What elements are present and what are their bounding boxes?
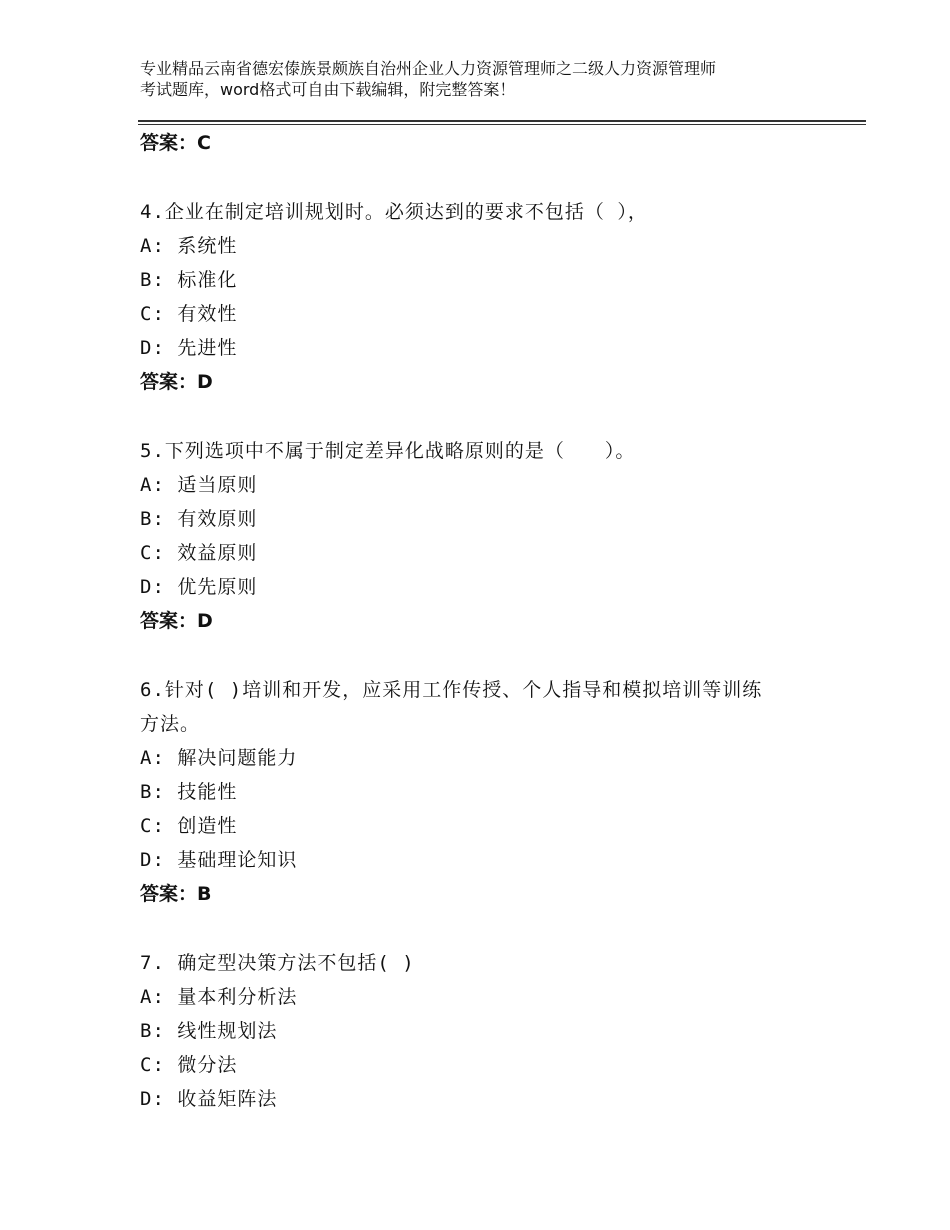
question-6-stem-line-2: 方法。 [140, 713, 201, 735]
question-5-answer: 答案：D [140, 610, 213, 632]
question-5-option-c: C: 效益原则 [140, 542, 258, 564]
question-5-option-b: B: 有效原则 [140, 508, 258, 530]
question-6-stem-line-1: 6.针对( )培训和开发，应采用工作传授、个人指导和模拟培训等训练 [140, 679, 763, 701]
question-5-stem: 5.下列选项中不属于制定差异化战略原则的是（ ）。 [140, 440, 636, 462]
question-5-option-d: D: 优先原则 [140, 576, 258, 598]
question-7-option-c: C: 微分法 [140, 1054, 238, 1076]
question-7-option-a: A: 量本利分析法 [140, 986, 298, 1008]
header-rule [138, 120, 866, 125]
question-6-answer: 答案：B [140, 883, 212, 905]
question-6-option-b: B: 技能性 [140, 781, 238, 803]
question-4-option-d: D: 先进性 [140, 337, 238, 359]
header-line-2: 考试题库，word格式可自由下载编辑，附完整答案！ [140, 80, 516, 99]
question-6-option-d: D: 基础理论知识 [140, 849, 298, 871]
question-7-option-d: D: 收益矩阵法 [140, 1088, 278, 1110]
question-7-option-b: B: 线性规划法 [140, 1020, 278, 1042]
question-4-option-a: A: 系统性 [140, 235, 238, 257]
question-4-answer: 答案：D [140, 371, 213, 393]
question-4-stem: 4.企业在制定培训规划时。必须达到的要求不包括（ ）， [140, 201, 648, 223]
question-7-stem: 7. 确定型决策方法不包括( ) [140, 952, 415, 974]
question-4-option-b: B: 标准化 [140, 269, 238, 291]
page-header [140, 58, 840, 100]
question-5-option-a: A: 适当原则 [140, 474, 258, 496]
question-4-option-c: C: 有效性 [140, 303, 238, 325]
question-6-option-c: C: 创造性 [140, 815, 238, 837]
question-6-option-a: A: 解决问题能力 [140, 747, 298, 769]
prev-answer: 答案：C [140, 132, 211, 154]
header-line-1: 专业精品云南省德宏傣族景颇族自治州企业人力资源管理师之二级人力资源管理师 [140, 59, 717, 78]
